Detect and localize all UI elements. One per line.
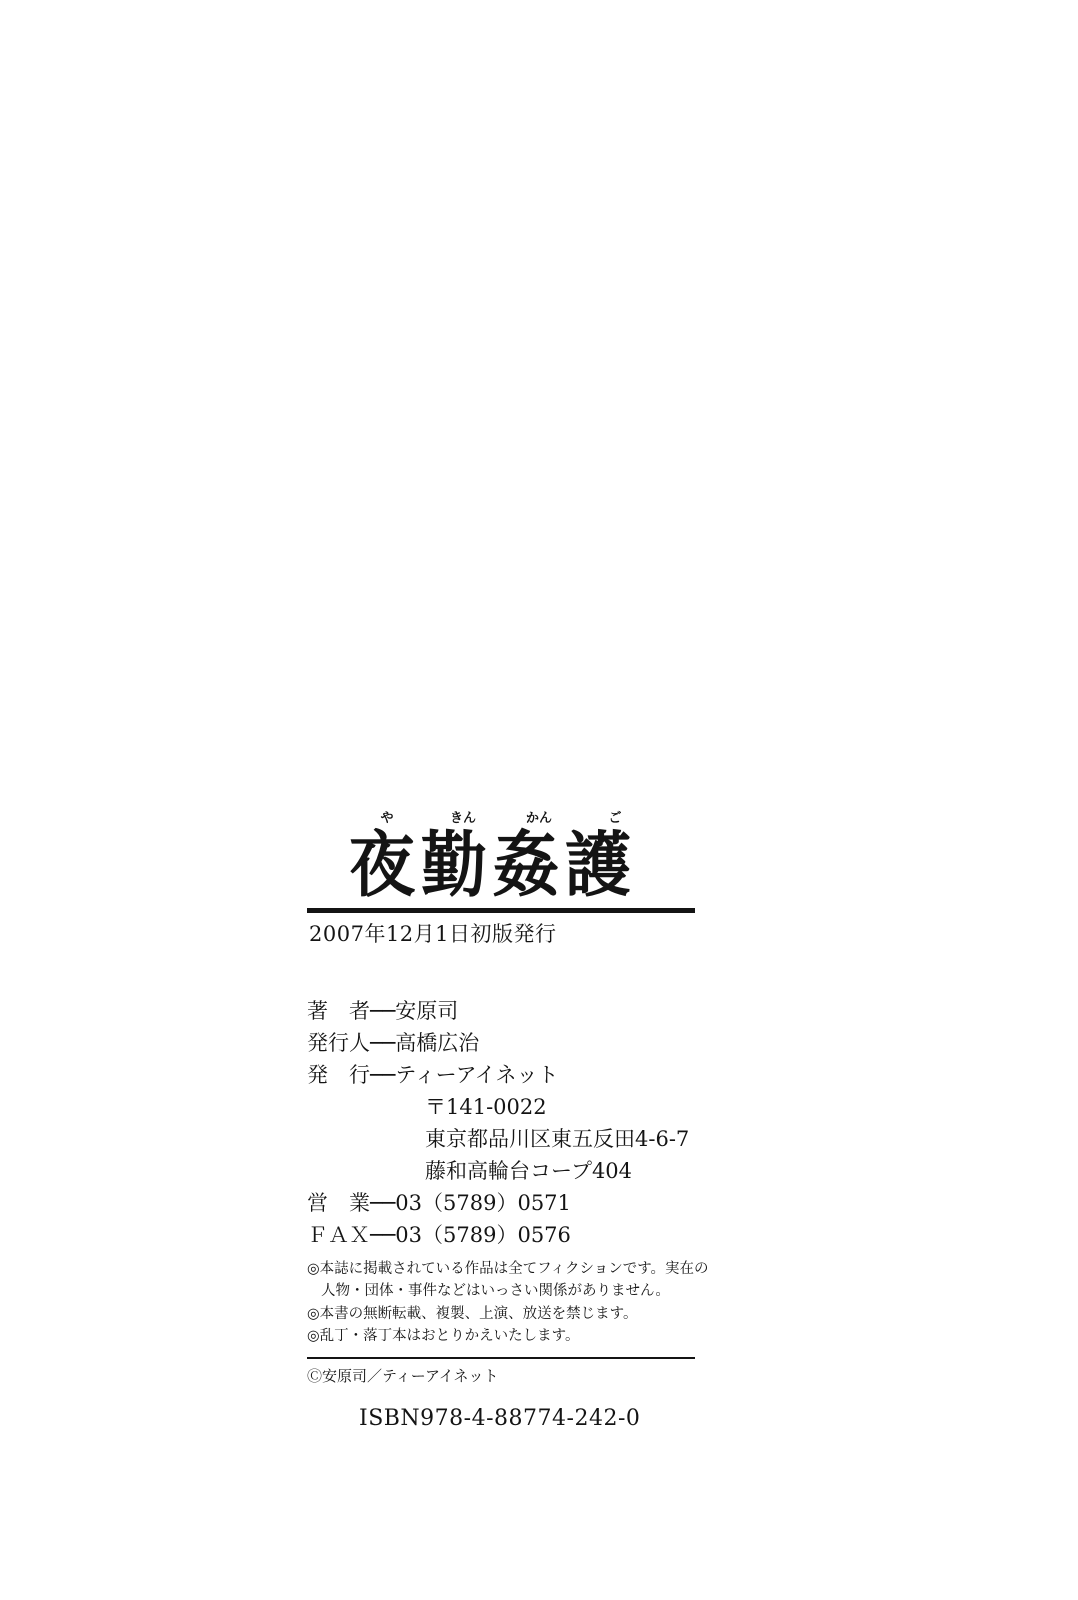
- credits-list: [307, 996, 707, 1251]
- credit-label-publisher-person: 発行人──: [307, 1031, 396, 1056]
- credit-value-author: 安原司: [395, 999, 459, 1024]
- contact-label-fax: ＦＡＸ──: [307, 1222, 396, 1247]
- contact-label-sales: 営 業──: [307, 1190, 396, 1215]
- credit-label-author: 著 者──: [307, 999, 396, 1024]
- contact-row-fax: [307, 1220, 707, 1252]
- credit-value-publisher-person: 高橋広治: [395, 1031, 480, 1056]
- contact-row-sales: [307, 1188, 707, 1220]
- legal-notes: [307, 1258, 707, 1348]
- credit-value-publisher: ティーアイネット: [395, 1063, 559, 1088]
- address-line: 藤和高輪台コープ404: [425, 1158, 633, 1183]
- publication-date: 2007年12月1日初版発行: [309, 922, 557, 947]
- address-line: 〒141-0022: [425, 1095, 547, 1120]
- legal-note-line: ◎本書の無断転載、複製、上演、放送を禁じます。: [307, 1305, 638, 1322]
- furigana-4: ご: [608, 811, 622, 826]
- divider-thin: [307, 1357, 695, 1359]
- furigana-2: きん: [449, 811, 476, 826]
- credit-row: [307, 996, 707, 1028]
- address-line: 東京都品川区東五反田4-6-7: [425, 1126, 690, 1151]
- furigana-1: や: [380, 811, 394, 826]
- copyright-line: Ⓒ安原司／ティーアイネット: [307, 1367, 499, 1385]
- page-title: 夜勤姦護: [349, 822, 637, 907]
- colophon-block: [307, 812, 707, 1431]
- contact-value-fax: 03（5789）0576: [395, 1222, 571, 1247]
- legal-note-line: ◎本誌に掲載されている作品は全てフィクションです。実在の: [307, 1260, 709, 1277]
- credit-row: [307, 1060, 707, 1092]
- legal-note-line: ◎乱丁・落丁本はおとりかえいたします。: [307, 1328, 580, 1345]
- credit-label-publisher: 発 行──: [307, 1063, 396, 1088]
- credit-row: [307, 1028, 707, 1060]
- legal-note-line: 人物・団体・事件などはいっさい関係がありません。: [321, 1283, 670, 1300]
- divider-thick: [307, 908, 695, 913]
- furigana-3: かん: [525, 811, 552, 826]
- contact-value-sales: 03（5789）0571: [395, 1190, 571, 1215]
- title-block: [307, 811, 707, 907]
- isbn-code: ISBN978-4-88774-242-0: [359, 1406, 641, 1431]
